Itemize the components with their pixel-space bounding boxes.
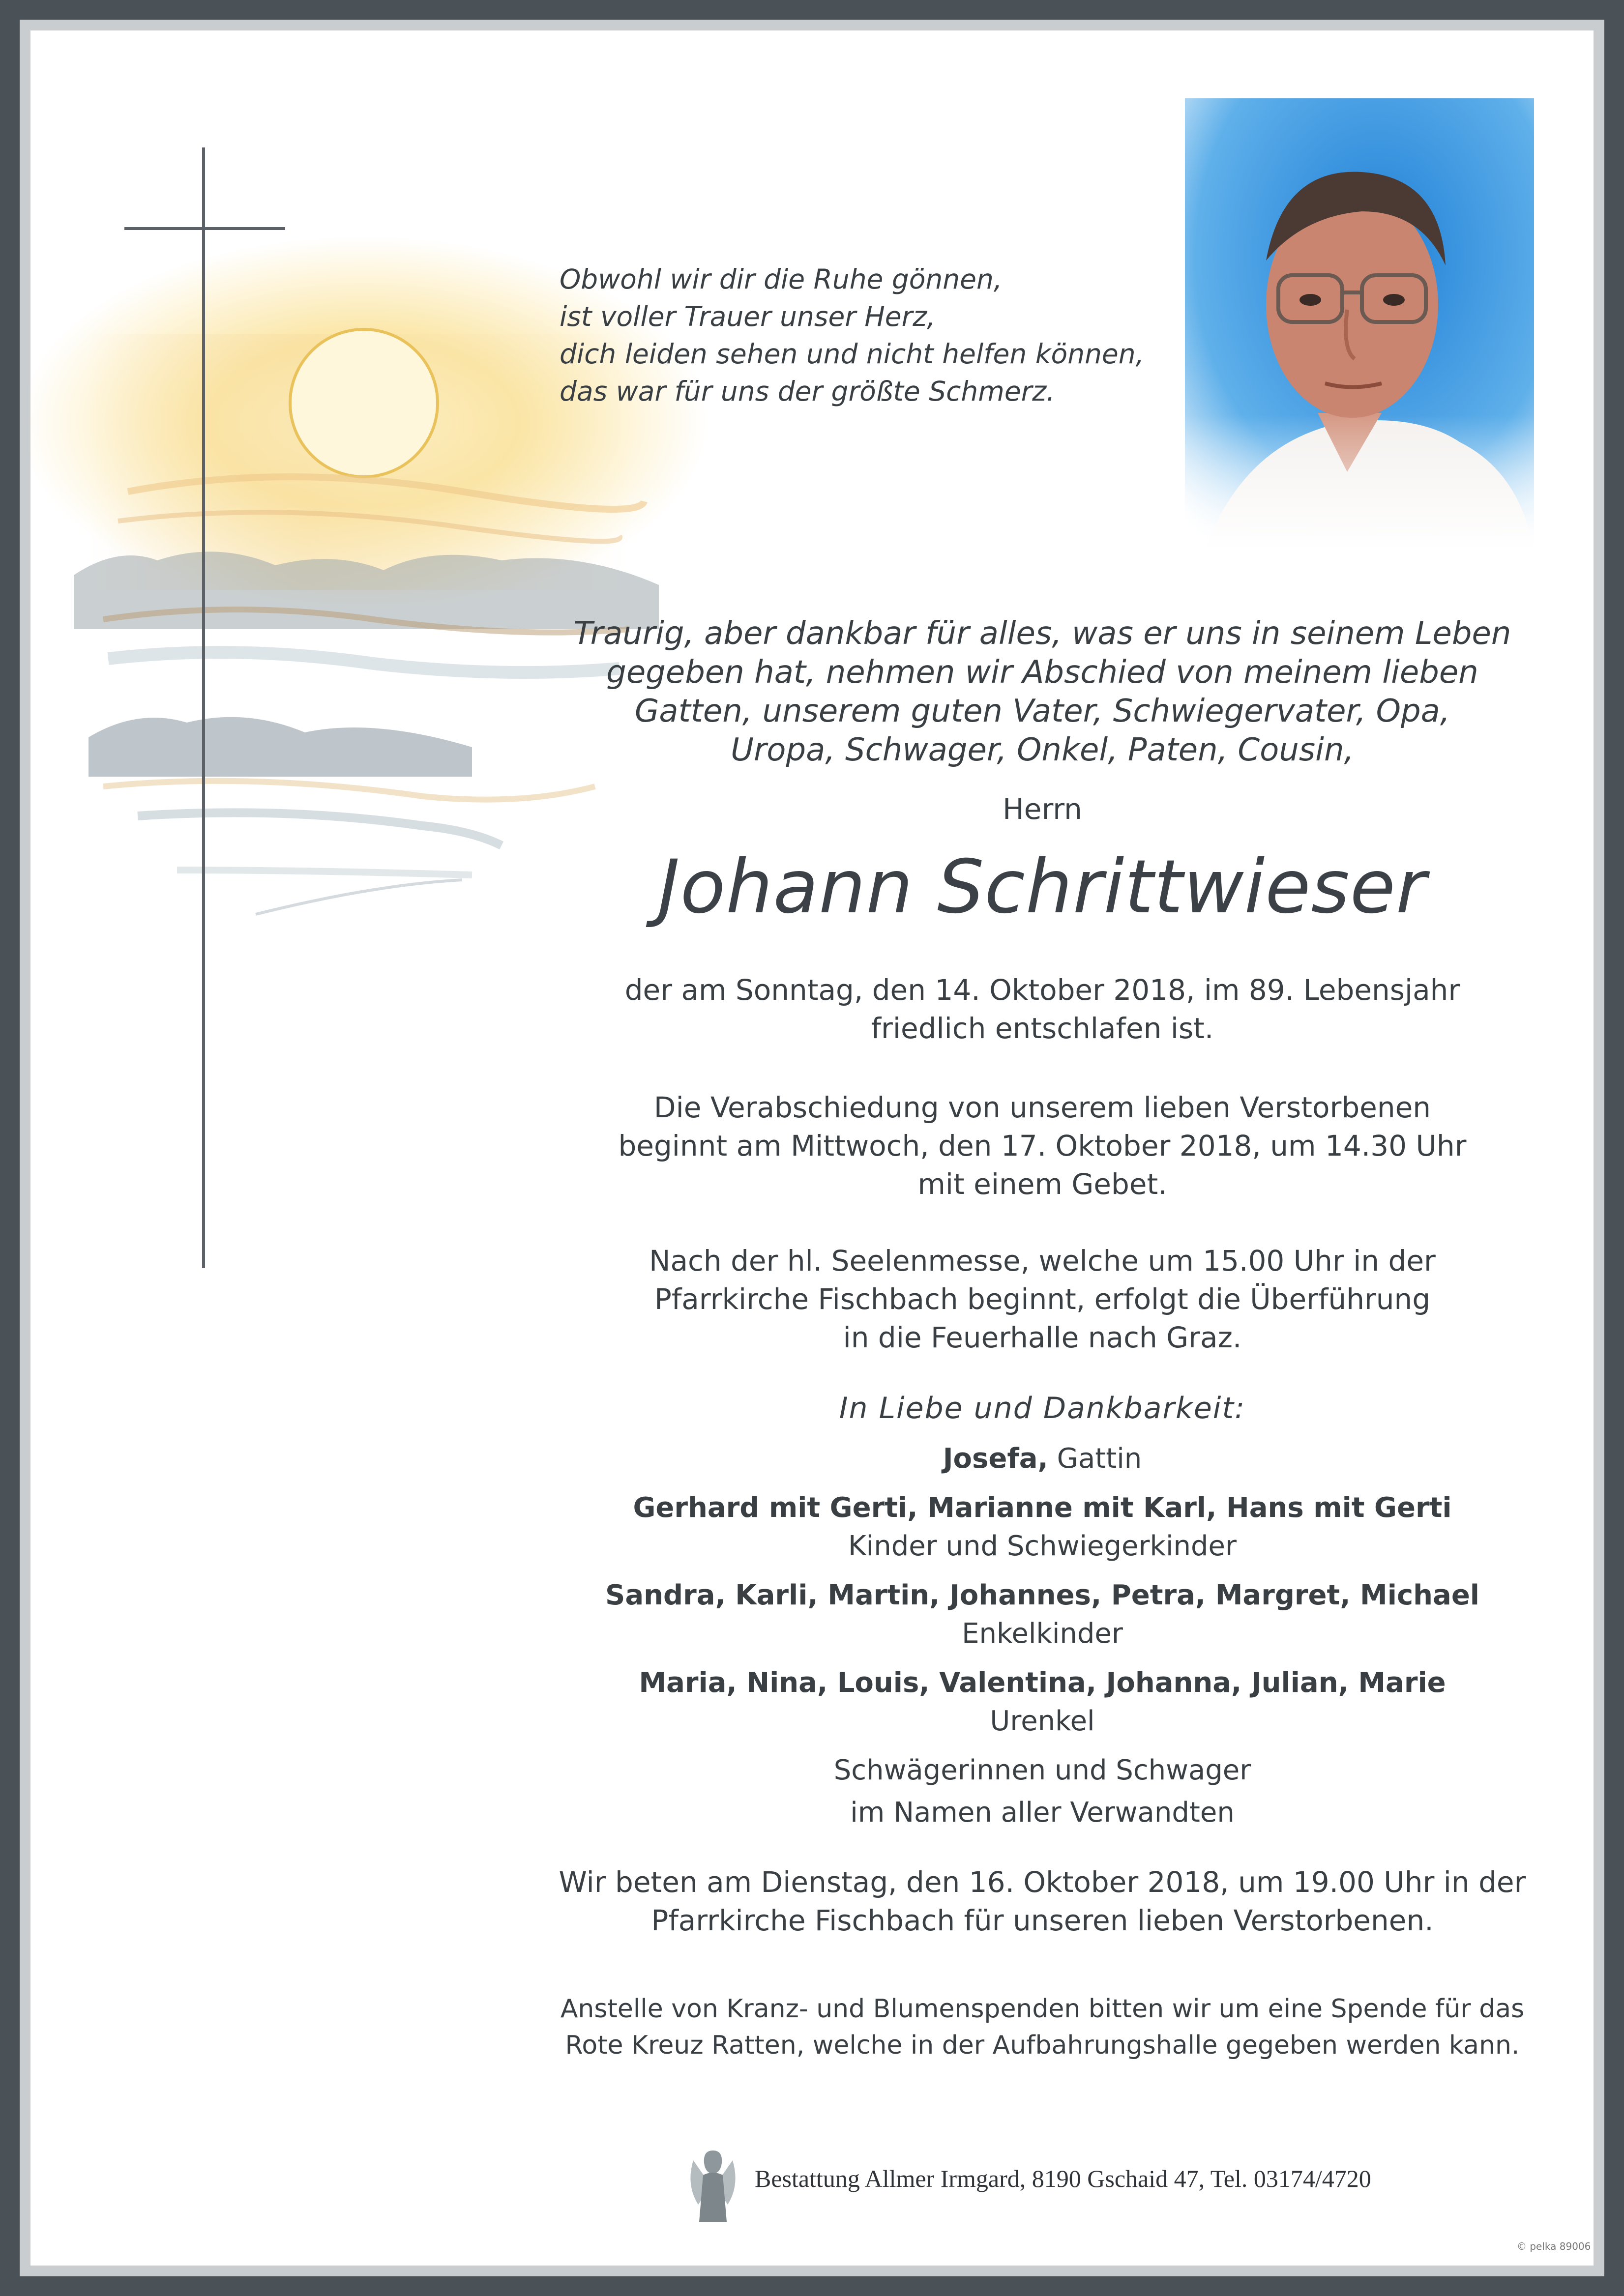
farewell-notice [521,1088,1564,1203]
funeral-home-footer [683,2141,1470,2205]
intro-line: Gatten, unserem guten Vater, Schwiegervater, Opa, [634,693,1450,729]
portrait-photo [1185,98,1534,551]
poem-line: dich leiden sehen und nicht helfen können, [560,338,1145,370]
great-grandchildren-role: Urenkel [990,1705,1095,1737]
transfer-line: Nach der hl. Seelenmesse, welche um 15.00 Uhr in der [649,1244,1436,1278]
angel-icon [683,2141,742,2227]
donation-notice [521,1991,1564,2063]
donation-line: Rote Kreuz Ratten, welche in der Aufbahrungshalle gegeben werden kann. [565,2031,1520,2060]
intro-text [521,614,1564,770]
hill-range [89,717,472,777]
grandchildren-names: Sandra, Karli, Martin, Johannes, Petra, Margret, Michael [605,1579,1479,1611]
relatives: im Namen aller Verwandten [850,1797,1235,1829]
inlaws: Schwägerinnen und Schwager [833,1754,1251,1786]
prayer-line: Pfarrkirche Fischbach für unseren lieben Verstorbenen. [651,1904,1434,1937]
spouse-row [521,1438,1564,1480]
grandchildren-role: Enkelkinder [962,1618,1123,1650]
print-mark: © pelka 89006 [1517,2240,1591,2252]
donation-line: Anstelle von Kranz- und Blumenspenden bitten wir um eine Spende für das [560,1994,1525,2024]
great-grandchildren-names: Maria, Nina, Louis, Valentina, Johanna, Julian, Marie [639,1667,1446,1699]
family-list [521,1438,1564,1834]
farewell-line: beginnt am Mittwoch, den 17. Oktober 2018, um 14.30 Uhr [618,1129,1467,1163]
poem-line: ist voller Trauer unser Herz, [560,301,936,332]
sun [290,329,438,477]
poem [560,261,1199,410]
children-names: Gerhard mit Gerti, Marianne mit Karl, Hans mit Gerti [633,1492,1452,1524]
poem-line: Obwohl wir dir die Ruhe gönnen, [560,263,1003,295]
transfer-line: Pfarrkirche Fischbach beginnt, erfolgt die Überführung [654,1282,1431,1316]
intro-line: Traurig, aber dankbar für alles, was er uns in seinem Leben [573,615,1511,652]
poem-line: das war für uns der größte Schmerz. [560,376,1055,407]
farewell-line: mit einem Gebet. [917,1167,1167,1201]
deceased-name: Johann Schrittwieser [658,844,1427,930]
spouse-role: Gattin [1057,1443,1142,1475]
prayer-notice [521,1863,1564,1940]
death-notice-line: der am Sonntag, den 14. Oktober 2018, im 89. Lebensjahr [624,973,1460,1007]
spouse-name: Josefa, [943,1443,1048,1475]
death-notice-line: friedlich entschlafen ist. [871,1012,1214,1045]
death-notice [521,971,1564,1047]
salutation: Herrn [1003,792,1082,826]
intro-line: Uropa, Schwager, Onkel, Paten, Cousin, [731,732,1354,768]
transfer-notice [521,1242,1564,1357]
transfer-line: in die Feuerhalle nach Graz. [843,1321,1242,1354]
footer-text: Bestattung Allmer Irmgard, 8190 Gschaid 47, Tel. 03174/4720 [755,2165,1371,2192]
thanks-heading: In Liebe und Dankbarkeit: [839,1391,1246,1425]
farewell-line: Die Verabschiedung von unserem lieben Verstorbenen [653,1091,1431,1124]
intro-line: gegeben hat, nehmen wir Abschied von meinem lieben [606,654,1478,691]
prayer-line: Wir beten am Dienstag, den 16. Oktober 2018, um 19.00 Uhr in der [559,1865,1526,1899]
children-role: Kinder und Schwiegerkinder [848,1530,1237,1562]
